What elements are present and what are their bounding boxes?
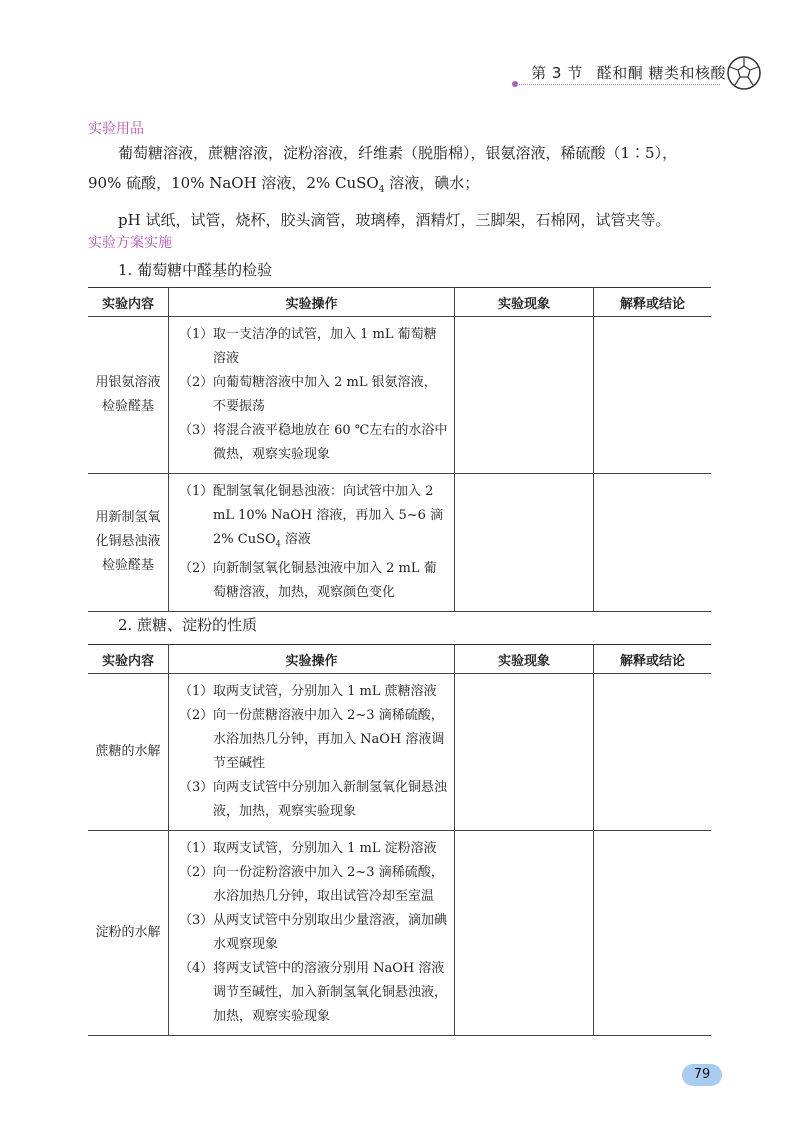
conclusion-cell bbox=[594, 317, 712, 474]
phenomenon-cell bbox=[455, 674, 594, 831]
chapter-title: 醛和酮 糖类和核酸 bbox=[596, 64, 726, 82]
col-header: 解释或结论 bbox=[594, 645, 712, 674]
materials-text bbox=[88, 138, 713, 235]
materials-line-3: pH 试纸，试管，烧杯，胶头滴管，玻璃棒，酒精灯，三脚架，石棉网，试管夹等。 bbox=[118, 211, 671, 229]
table-header-row bbox=[88, 645, 711, 674]
table-row bbox=[88, 831, 711, 1036]
table1-title: 1. 葡萄糖中醛基的检验 bbox=[118, 261, 273, 279]
col-header: 实验操作 bbox=[169, 288, 455, 317]
phenomenon-cell bbox=[455, 317, 594, 474]
operation-cell: （1） 配制氢氧化铜悬浊液：向试管中加入 2 mL 10% NaOH 溶液，再加入 5~6 滴 2% CuSO$_4$ 溶液 （2） 向新制氢氧化铜悬浊液中加入 2 mL 葡萄糖溶液，加热，观察颜色变化 bbox=[169, 474, 455, 612]
conclusion-cell bbox=[594, 674, 712, 831]
operation-cell: （1） 取两支试管，分别加入 1 mL 淀粉溶液 （2） 向一份淀粉溶液中加入 2~3 滴稀硫酸，水浴加热几分钟，取出试管冷却至室温 （3） 从两支试管中分别取出少量溶液，滴加碘水观察现象 （4） 将两支试管中的溶液分别用 NaOH 溶液调节至碱性，加入新制氢氧化铜悬浊液，加热，观察实验现象 bbox=[169, 831, 455, 1036]
fullerene-ball-icon bbox=[726, 55, 762, 91]
table-header-row bbox=[88, 288, 711, 317]
col-header: 实验操作 bbox=[169, 645, 455, 674]
table1 bbox=[88, 287, 711, 612]
materials-line-1: 葡萄糖溶液，蔗糖溶液，淀粉溶液，纤维素（脱脂棉），银氨溶液，稀硫酸（1∶5）， bbox=[118, 144, 678, 162]
header-rule bbox=[515, 84, 720, 85]
plan-heading: 实验方案实施 bbox=[88, 235, 172, 251]
content-cell: 淀粉的水解 bbox=[95, 925, 161, 940]
operation-cell: （1） 取两支试管，分别加入 1 mL 蔗糖溶液 （2） 向一份蔗糖溶液中加入 2~3 滴稀硫酸，水浴加热几分钟，再加入 NaOH 溶液调节至碱性 （3） 向两支试管中分别加入新制氢氧化铜悬浊液，加热，观察实验现象 bbox=[169, 674, 455, 831]
page-number: 79 bbox=[682, 1064, 722, 1086]
col-header: 实验现象 bbox=[455, 645, 594, 674]
materials-line-2: 90% 硫酸，10% NaOH 溶液，2% CuSO$_4$ 溶液，碘水； bbox=[88, 174, 480, 195]
operation-cell: （1） 取一支洁净的试管，加入 1 mL 葡萄糖溶液 （2） 向葡萄糖溶液中加入 2 mL 银氨溶液，不要振荡 （3） 将混合液平稳地放在 60 ℃左右的水浴中微热，观察实验现象 bbox=[169, 317, 455, 474]
content-cell: 蔗糖的水解 bbox=[95, 744, 161, 759]
table2 bbox=[88, 644, 711, 1036]
section-label: 第 3 节 bbox=[531, 64, 583, 82]
table-row bbox=[88, 474, 711, 612]
conclusion-cell bbox=[594, 474, 712, 612]
col-header: 实验内容 bbox=[88, 288, 169, 317]
content-cell: 用新制氢氧化铜悬浊液检验醛基 bbox=[95, 510, 161, 574]
col-header: 解释或结论 bbox=[594, 288, 712, 317]
phenomenon-cell bbox=[455, 831, 594, 1036]
table-row bbox=[88, 317, 711, 474]
content-cell: 用银氨溶液检验醛基 bbox=[95, 375, 161, 414]
table-row bbox=[88, 674, 711, 831]
conclusion-cell bbox=[594, 831, 712, 1036]
phenomenon-cell bbox=[455, 474, 594, 612]
running-header bbox=[531, 62, 726, 83]
materials-heading: 实验用品 bbox=[88, 121, 144, 137]
col-header: 实验现象 bbox=[455, 288, 594, 317]
table2-title: 2. 蔗糖、淀粉的性质 bbox=[118, 616, 258, 634]
col-header: 实验内容 bbox=[88, 645, 169, 674]
